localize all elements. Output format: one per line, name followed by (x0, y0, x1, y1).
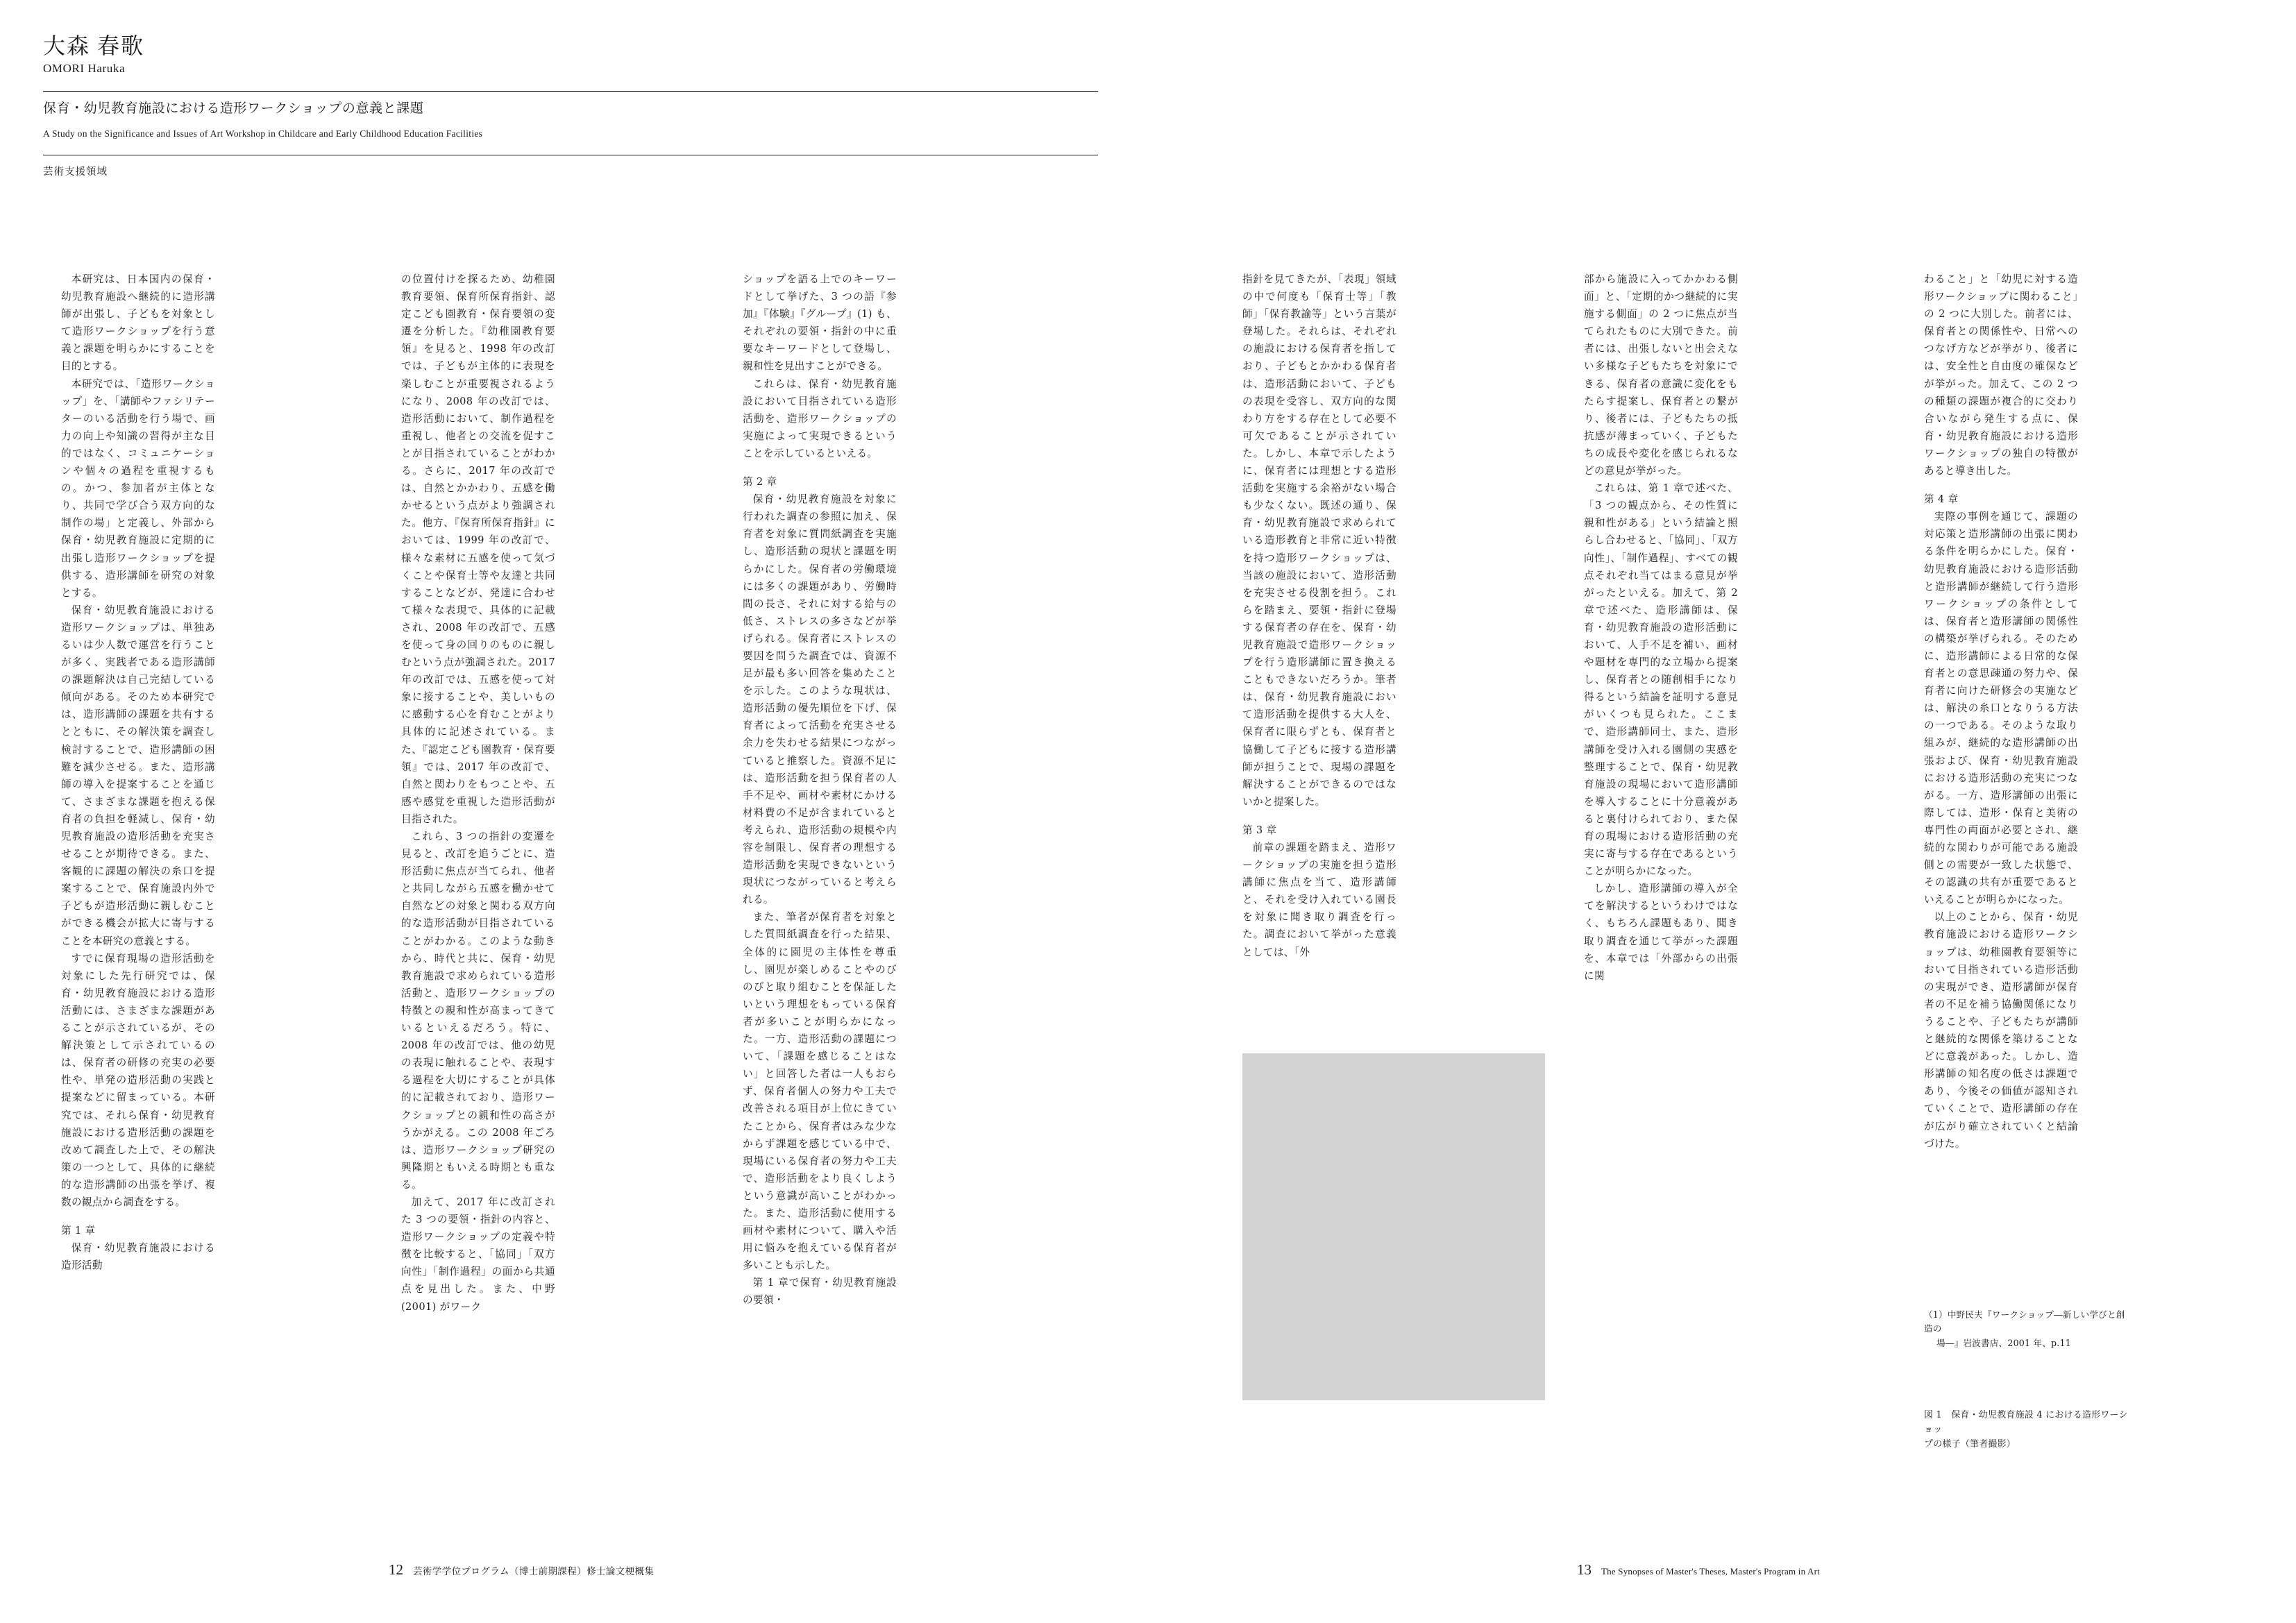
figure-caption-line-1: 図 1 保育・幼児教育施設 4 における造形ワーショッ (1924, 1410, 2128, 1435)
footer-text-right: The Synopses of Master's Theses, Master's Program in Art (1601, 1566, 1820, 1577)
page-number-right: 13 (1577, 1561, 1592, 1578)
footnote-line-1 (1924, 1308, 2132, 1336)
author-name-ja: 大森 春歌 (43, 33, 145, 58)
author-name-en: OMORI Haruka (43, 61, 126, 75)
paragraph: 保育・幼児教育施設を対象に行われた調査の参照に加え、保育者を対象に質問紙調査を実施し、造形活動の現状と課題を明らかにした。保育者の労働環境には多くの課題があり、労働時間の長さ、それに対する給与の低さ、ストレスの多さなどが挙げられる。保育者にストレスの要因を問うた調査では、資源不足が最も多い回答を集めたことを示した。このような現状は、造形活動の優先順位を下げ、保育者によって活動を充実させる余力を失わせる結果につながっていると推察した。資源不足には、造形活動を担う保育者の人手不足や、画材や素材にかける材料費の不足が含まれていると考えられ、造形活動の規模や内容を制限し、保育者の理想する造形活動を実現できないという現状につながっていると考えられる。 (743, 493, 897, 906)
section-heading-4: 第 4 章 (1924, 493, 1959, 506)
paragraph: 第 1 章で保育・幼児教育施設の要領・ (743, 1277, 897, 1307)
paragraph: ショップを語る上でのキーワードとして挙げた、3 つの語『参加』『体験』『グループ』(1) も、それぞれの要領・指針の中に重要なキーワードとして登場し、親和性を見出すことができる。 (743, 273, 897, 373)
footnote-marker: （1） (1924, 1309, 1948, 1320)
paragraph: また、筆者が保育者を対象とした質問紙調査を行った結果、全体的に園児の主体性を尊重し、園児が楽しめることやのびのびと取り組むことを保証したいという理想をもっている保育者が多いことが明らかになった。一方、造形活動の課題について、「課題を感じることはない」と回答した者は一人もおらず、保育者個人の努力や工夫で改善される項目が上位にきていたことから、保育者はみな少なからず課題を感じている中で、現場にいる保育者の努力や工夫で、造形活動をより良くしようという意識が高いことがわかった。また、造形活動に使用する画材や素材について、購入や活用に悩みを抱えている保育者が多いことも示した。 (743, 911, 897, 1272)
paragraph: わること」と「幼児に対する造形ワークショップに関わること」の 2 つに大別した。前者には、保育者との関係性や、日常へのつなげ方などが挙がり、後者には、安全性と自由度の確保などが挙がった。加えて、この 2 つの種類の課題が複合的に交わり合いながら発生する点に、保育・幼児教育施設における造形ワークショップの独自の特徴があると導き出した。 (1924, 273, 2078, 477)
paragraph: 保育・幼児教育施設における造形活動 (61, 1242, 215, 1272)
footer-text-left: 芸術学学位プログラム（博士前期課程）修士論文梗概集 (413, 1566, 655, 1577)
paragraph: しかし、造形講師の導入が全てを解決するというわけではなく、もちろん課題もあり、聞き取り調査を通じて挙がった課題を、本章では「外部からの出張に関 (1584, 883, 1738, 982)
paragraph: 指針を見てきたが、「表現」領域の中で何度も「保育士等」「教師」「保育教諭等」という言葉が登場した。それらは、それぞれの施設における保育者を指しており、子どもとかかわる保育者は、造形活動において、子どもの表現を受容し、双方向的な関わり方をする存在として必要不可欠であることが示されていた。しかし、本章で示したように、保育者には理想とする造形活動を実施する余裕がない場合も少なくない。既述の通り、保育・幼児教育施設で求められている造形教育と非常に近い特徴を持つ造形ワークショップは、当該の施設において、造形活動を充実させる役割を担う。これらを踏まえ、要領・指針に登場する保育者の存在を、保育・幼児教育施設で造形ワークショップを行う造形講師に置き換えることもできないだろうか。筆者は、保育・幼児教育施設において造形活動を提供する大人を、保育者に限らずとも、保育者と協働して子どもに接する造形講師が担うことで、現場の課題を解決することができるのではないかと提案した。 (1242, 273, 1396, 808)
figure-caption (1924, 1409, 2132, 1452)
paragraph: これらは、第 1 章で述べた、「3 つの観点から、その性質に親和性がある」という結論と照らし合わせると、「協同」、「双方向性」、「制作過程」、すべての観点それぞれ当てはまる意見が挙がったといえる。加えて、第 2 章で述べた、造形講師は、保育・幼児教育施設の造形活動において、人手不足を補い、画材や題材を専門的な立場から提案し、保育者との随創相手になり得るという結論を証明する意見がいくつも見られた。ここまで、造形講師同士、また、造形講師を受け入れる園側の実感を整理することで、保育・幼児教育施設の現場において造形講師を導入することに十分意義があると裏付けられており、また保育の現場における造形活動の充実に寄与する存在であるということが明らかになった。 (1584, 482, 1738, 878)
paragraph: これら、3 つの指針の変遷を見ると、改訂を追うごとに、造形活動に焦点が当てられ、他者と共同しながら五感を働かせて自然などの対象と関わる双方向的な造形活動が目指されていることがわかる。このような動きから、時代と共に、保育・幼児教育施設で求められている造形活動と、造形ワークショップの特徴との親和性が高まってきているといえるだろう。特に、2008 年の改訂では、他の幼児の表現に触れることや、表現する過程を大切にすることが具体的に記載されており、造形ワークショップとの親和性の高さがうかがえる。この 2008 年ごろは、造形ワークショップ研究の興隆期ともいえる時期とも重なる。 (401, 831, 555, 1191)
page-number-left: 12 (389, 1561, 403, 1578)
paragraph: 保育・幼児教育施設における造形ワークショップは、単独あるいは少人数で運営を行うことが多く、実践者である造形講師の課題解決は自己完結している傾向がある。そのため本研究では、造形講師の課題を共有するとともに、その解決策を調査し検討することで、造形講師の困難を減少させる。また、造形講師の導入を提案することを通じて、さまざまな課題を抱える保育者の負担を軽減し、保育・幼児教育施設の造形活動を充実させることが期待できる。また、客観的に課題の解決の糸口を提案することで、保育施設内外で子どもが造形活動に親しむことができる機会が拡大に寄与することを本研究の意義とする。 (61, 604, 215, 947)
paragraph: 以上のことから、保育・幼児教育施設における造形ワークショップは、幼稚園教育要領等において目指されている造形活動の実現ができ、造形講師が保育者の不足を補う協働関係になりうることや、子どもたちが講師と継続的な関係を築けることなどに意義があった。しかし、造形講師の知名度の低さは課題であり、今後その価値が認知されていくことで、造形講師の存在が広がり確立されていくと結論づけた。 (1924, 911, 2078, 1150)
paragraph: 本研究は、日本国内の保育・幼児教育施設へ継続的に造形講師が出張し、子どもを対象として造形ワークショップを行う意義と課題を明らかにすることを目的とする。 (61, 273, 215, 373)
paragraph: 本研究では、「造形ワークショップ」を、「講師やファシリテーターのいる活動を行う場で、画力の向上や知識の習得が主な目的ではなく、コミュニケーションや個々の過程を重視するもの。かつ、参加者が主体となり、共同で学び合う双方向的な制作の場」と定義し、外部から保育・幼児教育施設に定期的に出張し造形ワークショップを提供する、造形講師を研究の対象とする。 (61, 377, 215, 599)
paragraph: 部から施設に入ってかかわる側面」と、「定期的かつ継続的に実施する側面」の 2 つに焦点が当てられたものに大別できた。前者には、出張しないと出会えない多様な子どもたちを対象にできる、保育者の意識に変化をもたらす提案し、保育者との繋がり、後者には、子どもたちの抵抗感が薄まっていく、子どもたちの成長や変化を感じられるなどの意見が挙がった。 (1584, 273, 1738, 477)
article-title-en: A Study on the Significance and Issues of Art Workshop in Childcare and Early Childhood Education Facilities (43, 128, 483, 139)
section-heading-2: 第 2 章 (743, 476, 777, 488)
paragraph: すでに保育現場の造形活動を対象にした先行研究では、保育・幼児教育施設における造形活動には、さまざまな課題があることが示されているが、その解決策として示されているのは、保育者の研修の充実の必要性や、単発の造形活動の実践と提案などに留まっている。本研究では、それら保育・幼児教育施設における造形活動の課題を改めて調査した上で、その解決策の一つとして、具体的に継続的な造形講師の出張を挙げ、複数の観点から調査をする。 (61, 952, 215, 1208)
section-heading-3: 第 3 章 (1242, 824, 1277, 836)
figure-image (1242, 1053, 1545, 1400)
section-heading-1: 第 1 章 (61, 1225, 96, 1237)
footnote-text-1: 中野民夫『ワークショップ―新しい学びと創造の (1924, 1309, 2125, 1334)
column-3 (743, 271, 897, 1309)
paragraph: の位置付けを探るため、幼稚園教育要領、保育所保育指針、認定こども園教育・保育要領の変遷を分析した。『幼稚園教育要領』を見ると、1998 年の改訂では、子どもが主体的に表現を楽しむことが重要視されるようになり、2008 年の改訂では、造形活動において、制作過程を重視し、他者との交流を促すことが目指されていることがわかる。さらに、2017 年の改訂では、自然とかかわり、五感を働かせるという点がより強調された。他方、『保育所保育指針』においては、1999 年の改訂で、様々な素材に五感を使って気づくことや保育士等や友達と共同することなどが、発達に合わせて様々な表現で、具体的に記載され、2008 年の改訂で、五感を使って身の回りのものに親しむという点が強調された。2017 年の改訂では、五感を使って対象に接することや、美しいものに感動する心を育むことがより具体的に記述されている。また、『認定こども園教育・保育要領』では、2017 年の改訂で、自然と関わりをもつことや、五感や感覚を重視した造形活動が目指された。 (401, 273, 555, 825)
footnote-line-2: 場―』岩波書店、2001 年、p.11 (1936, 1337, 2071, 1348)
research-field: 芸術支援領域 (43, 167, 108, 178)
article-header (43, 33, 1098, 178)
column-1 (61, 271, 215, 1274)
header-divider-top (43, 91, 1098, 92)
figure-caption-line-2: プの様子（筆者撮影） (1924, 1438, 2016, 1450)
footer-left (389, 1561, 654, 1579)
paragraph: 実際の事例を通じて、課題の対応策と造形講師の出張に関わる条件を明らかにした。保育・幼児教育施設における造形活動と造形講師が継続して行う造形ワークショップの条件としては、保育者と造形講師の関係性の構築が挙げられる。そのために、造形講師による日常的な保育者との意思疎通の努力や、保育者に向けた研修会の実施などは、解決の糸口となりうる方法の一つである。そのような取り組みが、継続的な造形講師の出張および、保育・幼児教育施設における造形活動の充実につながる。一方、造形講師の出張に際しては、造形・保育と美術の専門性の両面が必要とされ、継続的な関わりが可能である施設側との需要が一致した状態で、その認識の共有が重要であるといえることが明らかになった。 (1924, 511, 2078, 906)
column-2 (401, 271, 555, 1316)
footer-right (1577, 1561, 1820, 1579)
column-6 (1924, 271, 2078, 1153)
paragraph: 前章の課題を踏まえ、造形ワークショップの実施を担う造形講師に焦点を当て、造形講師と、それを受け入れている園長を対象に聞き取り調査を行った。調査において挙がった意義としては、「外 (1242, 842, 1396, 958)
article-title-ja: 保育・幼児教育施設における造形ワークショップの意義と課題 (43, 101, 424, 116)
paragraph: これらは、保育・幼児教育施設において目指されている造形活動を、造形ワークショップの実施によって実現できるということを示しているといえる。 (743, 377, 897, 459)
paragraph: 加えて、2017 年に改訂された 3 つの要領・指針の内容と、造形ワークショップの定義や特徴を比較すると、「協同」「双方向性」「制作過程」の面から共通点を見出した。また、中野 (2001) がワーク (401, 1196, 555, 1313)
column-4 (1242, 271, 1396, 961)
column-5 (1584, 271, 1738, 985)
footnote-block (1924, 1308, 2132, 1350)
